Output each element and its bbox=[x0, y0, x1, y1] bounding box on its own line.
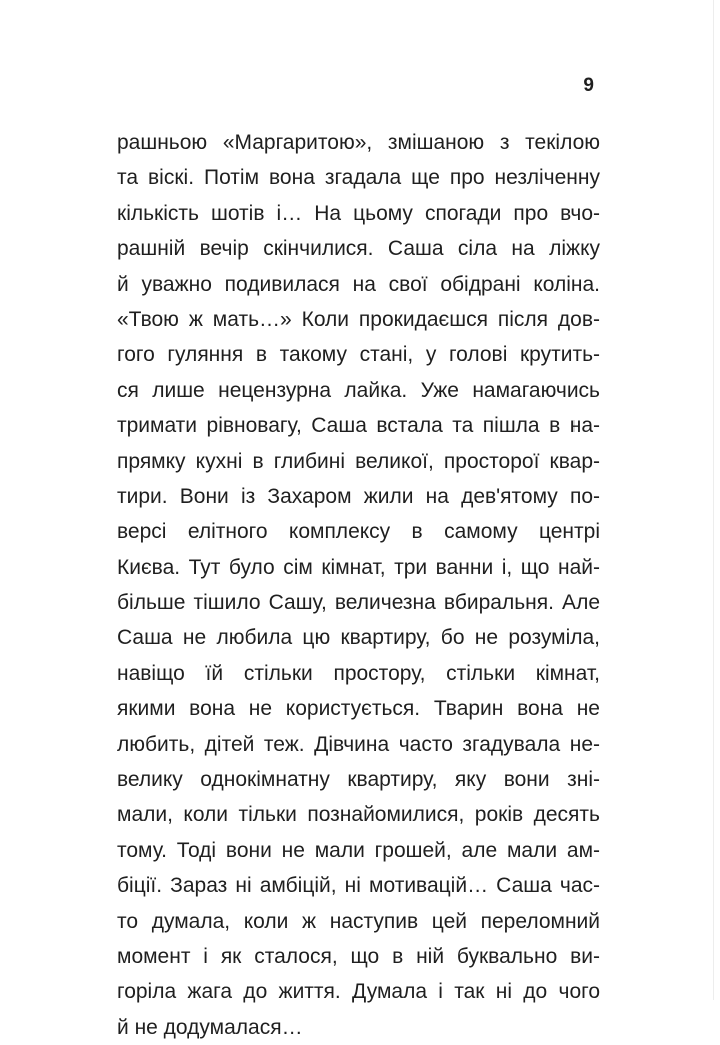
text-line: тримати рівновагу, Саша встала та пішла в на- bbox=[117, 414, 600, 438]
text-line: навіщо їй стільки простору, стільки кімнат, bbox=[117, 661, 600, 685]
text-line: прямку кухні в глибині великої, просторої квар- bbox=[117, 449, 600, 473]
text-line: рашньою «Маргаритою», змішаною з текілою bbox=[117, 131, 600, 154]
page-crease bbox=[713, 0, 714, 1000]
text-line: момент і як сталося, що в ній буквально ви- bbox=[117, 944, 600, 968]
page-number: 9 bbox=[583, 75, 594, 96]
text-line: Саша не любила цю квартиру, бо не розуміла, bbox=[117, 626, 600, 650]
text-line: більше тішило Сашу, величезна вбиральня. Але bbox=[117, 591, 600, 615]
text-line: якими вона не користується. Тварин вона не bbox=[117, 697, 600, 721]
text-line: та віскі. Потім вона згадала ще про незліченну bbox=[117, 166, 600, 190]
text-line: версі елітного комплексу в самому центрі bbox=[117, 520, 600, 544]
text-line: «Твою ж мать…» Коли прокидаєшся після дов- bbox=[117, 307, 600, 331]
text-line: велику однокімнатну квартиру, яку вони зні- bbox=[117, 768, 600, 792]
text-line: то думала, коли ж наступив цей переломний bbox=[117, 909, 600, 933]
body-text bbox=[117, 125, 600, 1045]
text-line: кількість шотів і… На цьому спогади про вчо- bbox=[117, 201, 600, 225]
text-line: мали, коли тільки познайомилися, років десять bbox=[117, 803, 600, 827]
text-line: й не додумалася… bbox=[117, 1015, 303, 1039]
text-line: тому. Тоді вони не мали грошей, але мали ам- bbox=[117, 838, 600, 862]
text-line: горіла жага до життя. Думала і так ні до чого bbox=[117, 980, 600, 1004]
text-line: любить, дітей теж. Дівчина часто згадувала не- bbox=[117, 732, 600, 756]
text-line: ся лише нецензурна лайка. Уже намагаючись bbox=[117, 378, 600, 402]
text-line: гого гуляння в такому стані, у голові крутить- bbox=[117, 343, 600, 367]
text-line: й уважно подивилася на свої обідрані коліна. bbox=[117, 272, 600, 296]
text-line: біції. Зараз ні амбіцій, ні мотивацій… Саша час- bbox=[117, 874, 600, 898]
text-line: рашній вечір скінчилися. Саша сіла на ліжку bbox=[117, 237, 600, 261]
text-line: тири. Вони із Захаром жили на дев'ятому по- bbox=[117, 484, 600, 508]
text-line: Києва. Тут було сім кімнат, три ванни і, що най- bbox=[117, 555, 600, 579]
